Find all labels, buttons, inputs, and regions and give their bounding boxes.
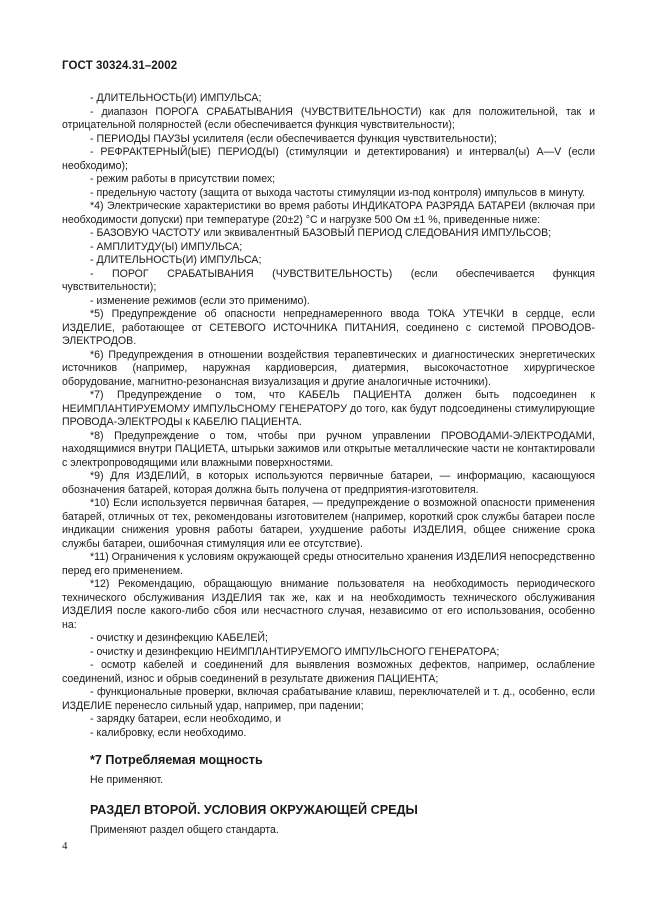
paragraph: - очистку и дезинфекцию КАБЕЛЕЙ; (90, 632, 268, 644)
paragraph: - режим работы в присутствии помех; (90, 173, 276, 185)
paragraph: *6) Предупреждения в отношении воздействия терапевтических и диагностических энергетических источников (например, наружная кардиоверсия, диатермия, высокочастотное хирургическое оборудование, магнитно-резонансная визуализация и другие аналогичные источники). (62, 348, 595, 388)
paragraph: - очистку и дезинфекцию НЕИМПЛАНТИРУЕМОГО ИМПУЛЬСНОГО ГЕНЕРАТОРА; (90, 645, 500, 658)
paragraph: *8) Предупреждение о том, чтобы при ручном управлении ПРОВОДАМИ-ЭЛЕКТРОДАМИ, находящимися внутри ПАЦИЕТА, штырьки зажимов или открытые металлические части не контактировали с электропроводящими или влажными поверхностями. (62, 429, 595, 469)
paragraph: - БАЗОВУЮ ЧАСТОТУ или эквивалентный БАЗОВЫЙ ПЕРИОД СЛЕДОВАНИЯ ИМПУЛЬСОВ; (90, 227, 552, 239)
paragraph: *4) Электрические характеристики во время работы ИНДИКАТОРА РАЗРЯДА БАТАРЕИ (включая при необходимости допуски) при температуре (20±2) °C и нагрузке 500 Ом ±1 %, приведенные ниже: (62, 200, 595, 226)
paragraph: - АМПЛИТУДУ(Ы) ИМПУЛЬСА; (90, 240, 243, 253)
paragraph: - ПЕРИОДЫ ПАУЗЫ усилителя (если обеспечивается функция чувствительности); (90, 132, 497, 145)
paragraph: *5) Предупреждение об опасности непреднамеренного ввода ТОКА УТЕЧКИ в сердце, если ИЗДЕЛИЕ, работающее от СЕТЕВОГО ИСТОЧНИКА ПИТАНИЯ, соединено с системой ПРОВОДОВ-ЭЛЕКТРОДОВ. (62, 308, 595, 347)
paragraph: *9) Для ИЗДЕЛИЙ, в которых используются первичные батареи, — информацию, касающуюся обозначения батарей, которая должна быть получена от предприятия-изготовителя. (62, 470, 595, 496)
paragraph: *12) Рекомендацию, обращающую внимание пользователя на необходимость периодического технического обслуживания ИЗДЕЛИЯ так же, как и на необходимость технического обслуживания ИЗДЕЛИЯ после какого-либо сбоя или несчастного случая, независимо от его использования, особенно на: (62, 578, 595, 631)
paragraph: - диапазон ПОРОГА СРАБАТЫВАНИЯ (ЧУВСТВИТЕЛЬНОСТИ) как для положительной, так и отрицательной полярностей (если обеспечивается функция чувствительности); (62, 105, 595, 131)
section-heading-power: *7 Потребляемая мощность (90, 753, 263, 767)
paragraph: - РЕФРАКТЕРНЫЙ(ЫЕ) ПЕРИОД(Ы) (стимуляции и детектирования) и интервал(ы) А—V (если необходимо); (62, 146, 595, 172)
paragraph-list (62, 92, 595, 740)
paragraph: - ДЛИТЕЛЬНОСТЬ(И) ИМПУЛЬСА; (90, 254, 262, 266)
paragraph: - предельную частоту (защита от выхода частоты стимуляции из-под контроля) импульсов в минуту. (90, 186, 586, 199)
paragraph: - зарядку батареи, если необходимо, и (90, 713, 282, 725)
paragraph: - изменение режимов (если это применимо). (90, 294, 310, 307)
paragraph: *7) Предупреждение о том, что КАБЕЛЬ ПАЦИЕНТА должен быть подсоединен к НЕИМПЛАНТИРУЕМОМУ ИМПУЛЬСНОМУ ГЕНЕРАТОРУ до того, как будут подсоединены стимулирующие ПРОВОДА-ЭЛЕКТРОДЫ к КАБЕЛЮ ПАЦИЕНТА. (62, 389, 595, 428)
paragraph: - осмотр кабелей и соединений для выявления возможных дефектов, например, ослабление соединений, износ и обрыв соединений в результате движения ПАЦИЕНТА; (62, 659, 595, 685)
paragraph: - ПОРОГ СРАБАТЫВАНИЯ (ЧУВСТВИТЕЛЬНОСТЬ) (если обеспечивается функция чувствительности); (62, 267, 595, 293)
section-power-text: Не применяют. (90, 774, 164, 786)
paragraph: - ДЛИТЕЛЬНОСТЬ(И) ИМПУЛЬСА; (90, 92, 262, 104)
paragraph: *10) Если используется первичная батарея, — предупреждение о возможной опасности применения батарей, отличных от тех, рекомендованы изготовителем (например, короткий срок службы батареи после индикации снижения уровня работы батареи, ухудшение работы ИЗДЕЛИЯ, общее снижение срока службы батареи, ошибочная стимуляция или ее отсутствие). (62, 497, 595, 550)
section-heading-environment: РАЗДЕЛ ВТОРОЙ. УСЛОВИЯ ОКРУЖАЮЩЕЙ СРЕДЫ (90, 802, 418, 817)
paragraph: *11) Ограничения к условиям окружающей среды относительно хранения ИЗДЕЛИЯ непосредственно перед его применением. (62, 551, 595, 577)
paragraph: - калибровку, если необходимо. (90, 726, 247, 739)
section-environment-text: Применяют раздел общего стандарта. (90, 823, 279, 836)
paragraph: - функциональные проверки, включая срабатывание клавиш, переключателей и т. д., особенно, если ИЗДЕЛИЕ перенесло сильный удар, например, при падении; (62, 686, 595, 712)
page-number: 4 (62, 840, 68, 852)
document-body (62, 92, 595, 837)
document-header: ГОСТ 30324.31–2002 (62, 60, 178, 72)
